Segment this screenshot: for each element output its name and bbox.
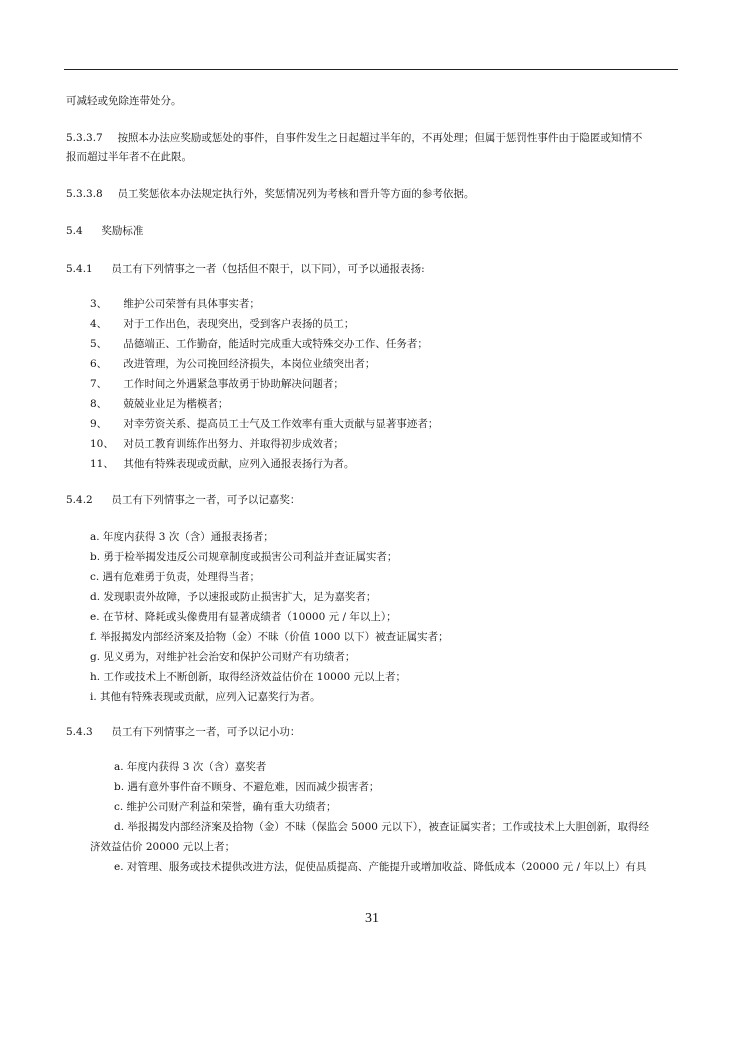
list-item-continued: 济效益估价 20000 元以上者； (90, 841, 236, 853)
clause-number: 5.4.3 (66, 726, 93, 738)
clause-5-4-3 (66, 725, 300, 739)
list-item-number: 10、 (90, 438, 114, 450)
list-item-text: 对员工教育训练作出努力、并取得初步成效者； (123, 438, 344, 450)
list-item-text: 品德端正、工作勤奋，能适时完成重大或特殊交办工作、任务者； (123, 338, 428, 350)
section-5-4-heading (66, 224, 143, 238)
list-item: f. 举报揭发内部经济案及拾物（金）不昧（价值 1000 以下）被查证属实者； (90, 631, 449, 643)
list-item: d. 发现职责外故障，予以速报或防止损害扩大，足为嘉奖者； (90, 591, 377, 603)
list-item-text: 对于工作出色，表现突出，受到客户表扬的员工； (123, 318, 355, 330)
clause-text: 按照本办法应奖励或惩处的事件，自事件发生之日起超过半年的，不再处理；但属于惩罚性事件由于隐匿或知情不 (117, 132, 643, 144)
list-item-number: 6、 (90, 358, 108, 370)
clause-number: 5.3.3.7 (66, 132, 103, 144)
list-item-number: 9、 (90, 418, 108, 430)
list-item-text: 其他有特殊表现或贡献，应列入通报表扬行为者。 (123, 458, 355, 470)
list-item-text: 维护公司荣誉有具体事实者； (123, 298, 260, 310)
list-item: c. 遇有危难勇于负责，处理得当者； (90, 571, 261, 583)
list-item (90, 297, 260, 311)
list-item (90, 357, 375, 371)
list-item: h. 工作或技术上不断创新，取得经济效益估价在 10000 元以上者； (90, 671, 407, 683)
list-item: c. 维护公司财产利益和荣誉，确有重大功绩者； (114, 801, 337, 813)
list-item: e. 在节材、降耗或头像费用有显著成绩者（10000 元 / 年以上）； (90, 611, 397, 623)
section-title: 奖励标准 (101, 225, 144, 237)
clause-5-3-3-7-continued: 报而超过半年者不在此限。 (66, 151, 192, 163)
list-item: e. 对管理、服务或技术提供改进方法，促使品质提高、产能提升或增加收益、降低成本（20000 元 / 年以上）有具 (114, 861, 647, 873)
list-item: i. 其他有特殊表现或贡献，应列入记嘉奖行为者。 (90, 691, 321, 703)
list-item (90, 337, 428, 351)
list-item (90, 457, 354, 471)
list-item-number: 8、 (90, 398, 108, 410)
list-item-text: 工作时间之外遇紧急事故勇于协助解决问题者； (123, 378, 344, 390)
header-rule (64, 69, 678, 70)
list-item-text: 改进管理，为公司挽回经济损失，本岗位业绩突出者； (123, 358, 376, 370)
list-item (90, 417, 438, 431)
page-number: 31 (365, 911, 379, 926)
list-item: d. 举报揭发内部经济案及拾物（金）不昧（保监会 5000 元以下），被查证属实者；工作或技术上大胆创新，取得经 (114, 821, 650, 833)
clause-number: 5.4.2 (66, 494, 93, 506)
clause-5-3-3-8 (66, 187, 474, 201)
list-item: b. 遇有意外事件奋不顾身、不避危难，因而减少损害者； (114, 781, 380, 793)
list-item-text: 兢兢业业足为楷模者； (123, 398, 229, 410)
clause-number: 5.3.3.8 (66, 188, 103, 200)
list-item: g. 见义勇为，对维护社会治安和保护公司财产有功绩者； (90, 651, 356, 663)
list-item-number: 3、 (90, 298, 108, 310)
list-item-number: 5、 (90, 338, 108, 350)
list-item (90, 397, 228, 411)
clause-5-4-2 (66, 493, 300, 507)
list-item: a. 年度内获得 3 次（含）通报表扬者； (90, 531, 274, 543)
clause-5-4-1 (66, 262, 425, 276)
list-item: b. 勇于检举揭发违反公司规章制度或损害公司利益并查证属实者； (90, 551, 398, 563)
clause-text: 员工有下列情事之一者，可予以记嘉奖： (111, 494, 301, 506)
clause-text: 员工有下列情事之一者（包括但不限于，以下同），可予以通报表扬: (111, 263, 425, 275)
list-item (90, 437, 344, 451)
clause-5-3-3-7 (66, 131, 642, 145)
list-item: a. 年度内获得 3 次（含）嘉奖者 (114, 761, 267, 773)
list-item-number: 7、 (90, 378, 108, 390)
list-item (90, 317, 354, 331)
list-item-number: 4、 (90, 318, 108, 330)
section-number: 5.4 (66, 225, 83, 237)
continuation-text: 可减轻或免除连带处分。 (66, 95, 182, 107)
list-item (90, 377, 344, 391)
clause-text: 员工奖惩依本办法规定执行外，奖惩情况列为考核和晋升等方面的参考依据。 (117, 188, 475, 200)
list-item-text: 对幸劳资关系、提高员工士气及工作效率有重大贡献与显著事迹者； (123, 418, 439, 430)
list-item-number: 11、 (90, 458, 114, 470)
clause-number: 5.4.1 (66, 263, 93, 275)
clause-text: 员工有下列情事之一者，可予以记小功： (111, 726, 301, 738)
